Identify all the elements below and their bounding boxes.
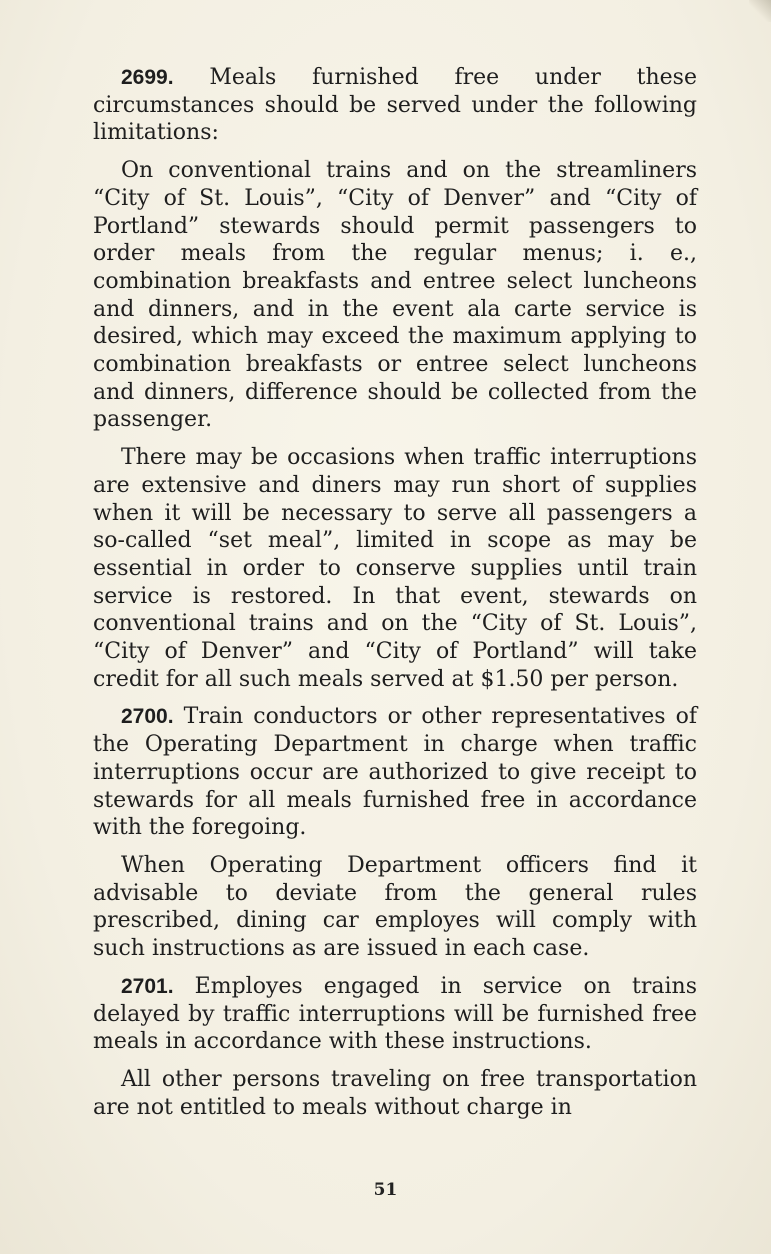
page-number: 51 [373, 1180, 398, 1200]
paragraph [93, 1066, 697, 1121]
paragraph [93, 852, 697, 963]
paragraph-text: All other persons traveling on free transportation are not entitled to meals without charge in [93, 1066, 697, 1120]
paragraph-text: There may be occasions when traffic interruptions are extensive and diners may run short of supplies when it will be necessary to serve all passengers a so-called “set meal”, limited in scope as may be essential in order to conserve supplies until train service is restored. In that event, stewards on conventional trains and on the “City of St. Louis”, “City of Denver” and “City of Portland” will take credit for all such meals served at $1.50 per person. [93, 445, 697, 692]
paragraph [93, 157, 697, 434]
paragraph-2700 [93, 703, 697, 842]
rule-number: 2699. [121, 66, 174, 89]
paragraph-2699 [93, 64, 697, 147]
paragraph-text: Train conductors or other representatives of the Operating Department in charge when traffic interruptions occur are authorized to give receipt to stewards for all meals furnished free in accordance with the foregoing. [93, 704, 698, 841]
body-text [93, 64, 697, 1121]
paragraph-2701 [93, 973, 697, 1056]
paragraph-text: On conventional trains and on the streamliners “City of St. Louis”, “City of Denver” and “City of Portland” stewards should permit passengers to order meals from the regular menus; i. e., combination breakfasts and entree select luncheons and dinners, and in the event ala carte service is desired, which may exceed the maximum applying to combination breakfasts or entree select luncheons and dinners, difference should be collected from the passenger. [93, 158, 697, 433]
paragraph-text: When Operating Department officers find it advisable to deviate from the general rules prescribed, dining car employes will comply with such instructions as are issued in each case. [93, 852, 697, 962]
rule-number: 2700. [121, 705, 174, 729]
paragraph-text: Meals furnished free under these circumstances should be served under the following limitations: [93, 65, 697, 146]
page-corner [749, 0, 771, 22]
paragraph [93, 444, 697, 693]
paragraph-text: Employes engaged in service on trains delayed by traffic interruptions will be furnished free meals in accordance with these instructions. [93, 973, 697, 1055]
rule-number: 2701. [121, 974, 174, 998]
